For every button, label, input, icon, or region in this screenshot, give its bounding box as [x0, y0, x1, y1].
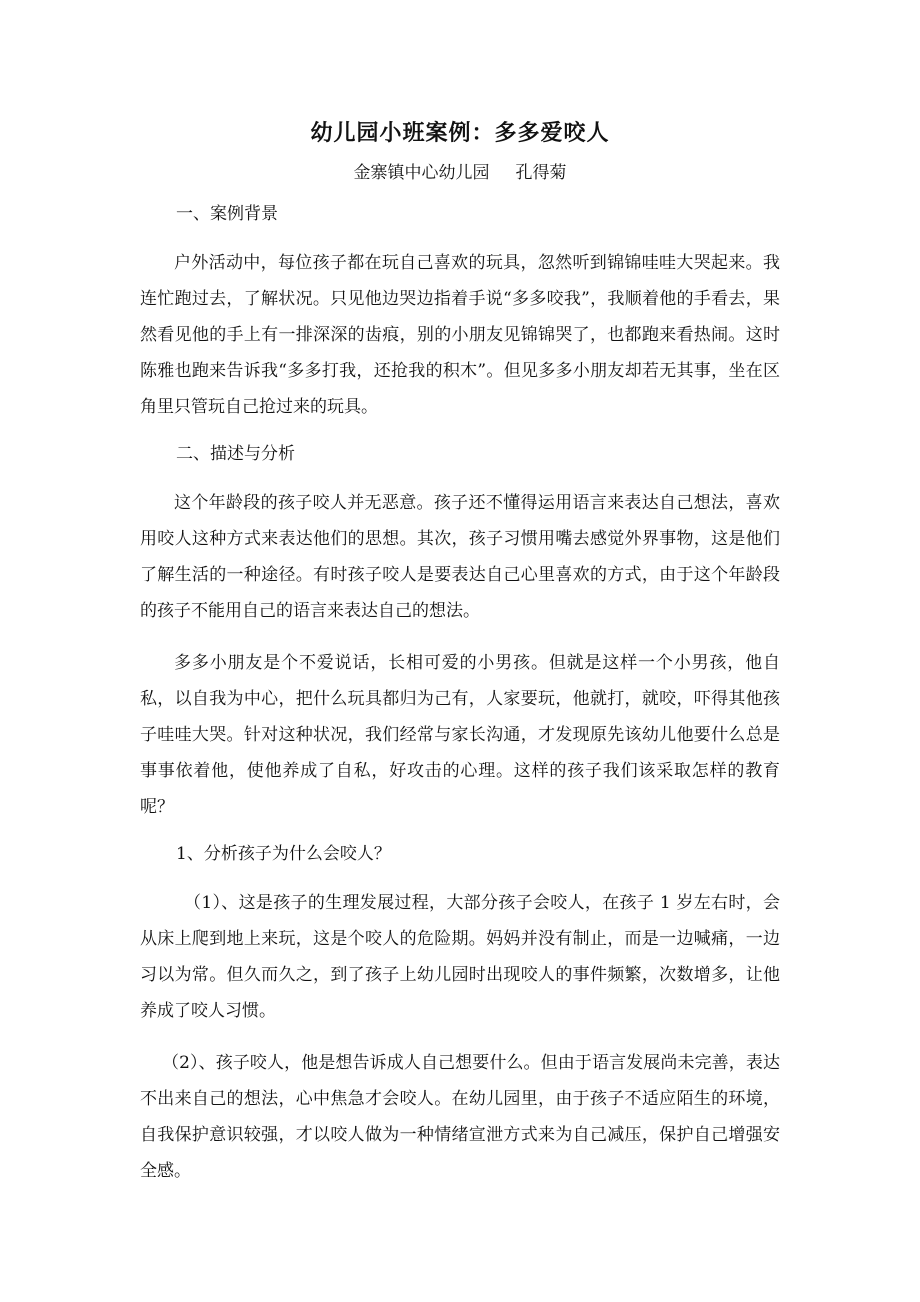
paragraph-background: 户外活动中，每位孩子都在玩自己喜欢的玩具，忽然听到锦锦哇哇大哭起来。我连忙跑过去，了解状况。只见他边哭边指着手说“多多咬我”，我顺着他的手看去，果然看见他的手上有一排深深的齿痕，别的小朋友见锦锦哭了，也都跑来看热闹。这时陈雅也跑来告诉我“多多打我，还抢我的积木”。但见多多小朋友却若无其事，坐在区角里只管玩自己抢过来的玩具。 — [140, 253, 780, 417]
section-heading-background: 一、案例背景 — [176, 204, 278, 224]
paragraph-reason-1: （1）、这是孩子的生理发展过程，大部分孩子会咬人，在孩子 1 岁左右时，会从床上爬到地上来玩，这是个咬人的危险期。妈妈并没有制止，而是一边喊痛，一边习以为常。但久而久之，到了孩子上幼儿园时出现咬人的事件频繁，次数增多，让他养成了咬人习惯。 — [140, 893, 780, 1021]
paragraph-analysis-2: 多多小朋友是个不爱说话，长相可爱的小男孩。但就是这样一个小男孩，他自私，以自我为中心，把什么玩具都归为己有，人家要玩，他就打，就咬，吓得其他孩子哇哇大哭。针对这种状况，我们经常与家长沟通，才发现原先该幼儿他要什么总是事事依着他，使他养成了自私，好攻击的心理。这样的孩子我们该采取怎样的教育呢？ — [140, 653, 780, 817]
paragraph-analysis-1: 这个年龄段的孩子咬人并无恶意。孩子还不懂得运用语言来表达自己想法，喜欢用咬人这种方式来表达他们的思想。其次，孩子习惯用嘴去感觉外界事物，这是他们了解生活的一种途径。有时孩子咬人是要表达自己心里喜欢的方式，由于这个年龄段的孩子不能用自己的语言来表达自己的想法。 — [140, 493, 780, 621]
subsection-heading-why-bite: 1、分析孩子为什么会咬人？ — [176, 844, 391, 864]
byline — [0, 160, 920, 186]
school-name: 金寨镇中心幼儿园 — [353, 163, 490, 183]
paragraph-reason-2: （2）、孩子咬人，他是想告诉成人自己想要什么。但由于语言发展尚未完善，表达不出来自己的想法，心中焦急才会咬人。在幼儿园里，由于孩子不适应陌生的环境，自我保护意识较强，才以咬人做为一种情绪宣泄方式来为自己减压，保护自己增强安全感。 — [140, 1053, 780, 1181]
author-name: 孔得菊 — [515, 163, 567, 183]
document-title: 幼儿园小班案例：多多爱咬人 — [310, 121, 610, 146]
section-heading-analysis: 二、描述与分析 — [176, 444, 295, 464]
